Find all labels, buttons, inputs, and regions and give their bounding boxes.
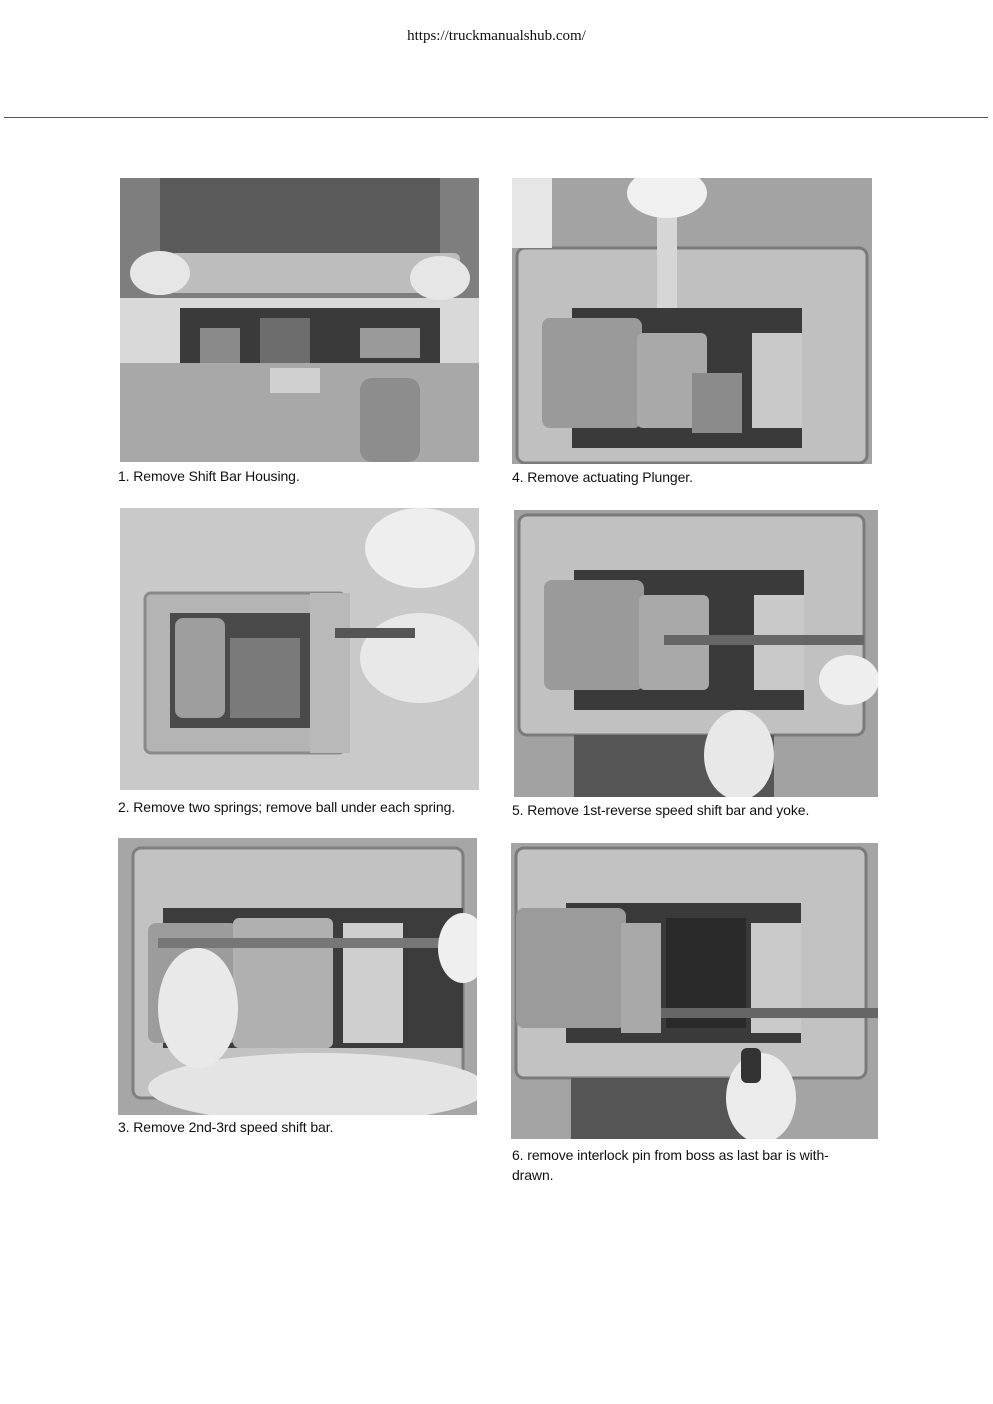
step-1-caption: 1. Remove Shift Bar Housing. (118, 468, 300, 484)
step-2-caption: 2. Remove two springs; remove ball under each spring. (118, 799, 456, 815)
step-5-photo (514, 510, 878, 797)
source-url[interactable]: https://truckmanualshub.com/ (407, 28, 586, 44)
step-1-photo (120, 178, 479, 462)
step-4-caption: 4. Remove actuating Plunger. (512, 469, 693, 485)
step-6-photo (511, 843, 878, 1139)
header-divider (4, 117, 988, 118)
step-2-photo (120, 508, 479, 790)
step-6-caption: 6. remove interlock pin from boss as last bar is with- drawn. (512, 1147, 829, 1183)
step-4-photo (512, 178, 872, 464)
step-3-caption: 3. Remove 2nd-3rd speed shift bar. (118, 1119, 334, 1135)
step-5-caption: 5. Remove 1st-reverse speed shift bar and yoke. (512, 802, 810, 818)
step-3-photo (118, 838, 477, 1115)
